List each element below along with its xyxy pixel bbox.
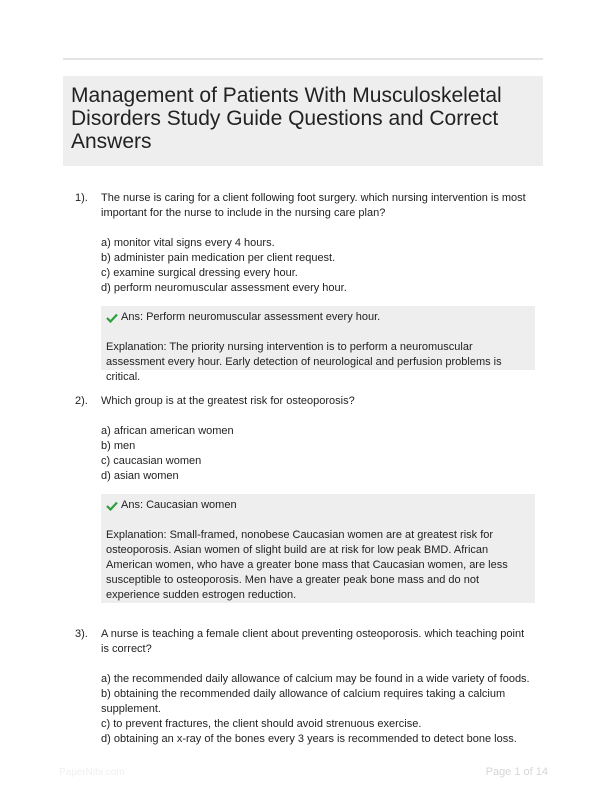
option-list	[101, 672, 531, 747]
option-c: c) examine surgical dressing every hour.	[101, 267, 298, 279]
option-a: a) the recommended daily allowance of calcium may be found in a wide variety of foods.	[101, 673, 530, 685]
title-banner	[63, 76, 543, 166]
answer-line	[106, 498, 530, 513]
question-text: Which group is at the greatest risk for osteoporosis?	[101, 395, 355, 407]
option-a: a) african american women	[101, 425, 234, 437]
answer-text: Ans: Perform neuromuscular assessment every hour.	[121, 311, 381, 323]
question-number: 2).	[75, 395, 88, 407]
question-number: 1).	[75, 192, 88, 204]
answer-box	[101, 306, 535, 383]
question-text: The nurse is caring for a client following foot surgery. which nursing intervention is most important for the nurse to include in the nursing care plan?	[101, 192, 526, 219]
question-text: A nurse is teaching a female client about preventing osteoporosis. which teaching point is correct?	[101, 628, 525, 655]
explanation-text: Explanation: The priority nursing intervention is to perform a neuromuscular assessment every hour. Early detection of neurological and perfusion problems is critical.	[106, 341, 502, 383]
option-list	[101, 424, 531, 484]
answer-box	[101, 494, 535, 603]
check-icon	[106, 313, 118, 323]
answer-text: Ans: Caucasian women	[121, 499, 237, 511]
option-b: b) administer pain medication per client request.	[101, 252, 336, 264]
header-divider	[63, 58, 543, 60]
footer-watermark: PaperNibi.com	[59, 767, 125, 778]
option-d: d) perform neuromuscular assessment every hour.	[101, 282, 347, 294]
option-c: c) to prevent fractures, the client should avoid strenuous exercise.	[101, 718, 422, 730]
page-title: Management of Patients With Musculoskeletal Disorders Study Guide Questions and Correct Answers	[71, 84, 502, 153]
option-a: a) monitor vital signs every 4 hours.	[101, 237, 275, 249]
check-icon	[106, 501, 118, 511]
answer-line	[106, 310, 530, 325]
option-d: d) asian women	[101, 470, 179, 482]
question-number: 3).	[75, 628, 88, 640]
explanation-text: Explanation: Small-framed, nonobese Caucasian women are at greatest risk for osteoporosis. Asian women of slight build are at risk for low peak BMD. African American women, who have a greater bone mass that Caucasian women, are less susceptible to osteoporosis. Men have a greater peak bone mass and do not experience sudden estrogen reduction.	[106, 529, 508, 601]
option-c: c) caucasian women	[101, 455, 202, 467]
option-b: b) men	[101, 440, 136, 452]
option-b: b) obtaining the recommended daily allowance of calcium requires taking a calcium supplement.	[101, 688, 506, 715]
option-d: d) obtaining an x-ray of the bones every 3 years is recommended to detect bone loss.	[101, 733, 517, 745]
page-indicator: Page 1 of 14	[485, 766, 548, 778]
option-list	[101, 236, 531, 296]
